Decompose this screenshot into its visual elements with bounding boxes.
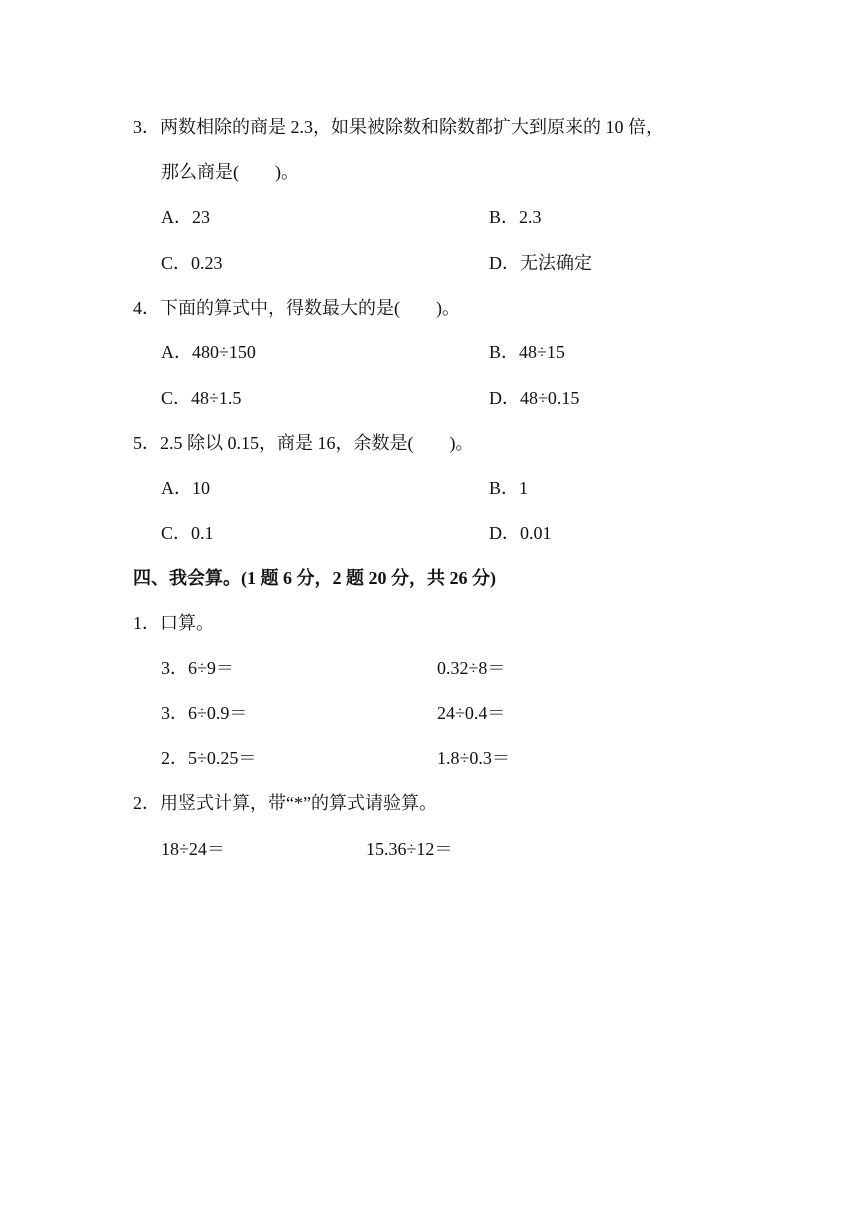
q3-option-d: D．无法确定 <box>489 253 592 273</box>
q5-option-d: D．0.01 <box>489 523 552 543</box>
q3-option-b: B．2.3 <box>489 207 542 227</box>
q5-option-c: C．0.1 <box>161 523 214 543</box>
q4-option-a: A．480÷150 <box>161 342 256 362</box>
q4-line1: 4．下面的算式中，得数最大的是( )。 <box>133 298 460 318</box>
q3-line2: 那么商是( )。 <box>161 162 299 182</box>
q5-option-a: A．10 <box>161 478 210 498</box>
vertical-calc-2: 15.36÷12＝ <box>366 839 453 859</box>
q5-line1: 5．2.5 除以 0.15，商是 16，余数是( )。 <box>133 433 474 453</box>
mental-calc-4: 24÷0.4＝ <box>437 703 506 723</box>
q4-option-d: D．48÷0.15 <box>489 388 580 408</box>
section4-title: 四、我会算。(1 题 6 分，2 题 20 分，共 26 分) <box>133 568 496 588</box>
mental-calc-1: 3．6÷9＝ <box>161 658 234 678</box>
mental-calc-5: 2．5÷0.25＝ <box>161 748 257 768</box>
q4-option-b: B．48÷15 <box>489 342 565 362</box>
mental-calc-6: 1.8÷0.3＝ <box>437 748 510 768</box>
q3-line1: 3．两数相除的商是 2.3，如果被除数和除数都扩大到原来的 10 倍， <box>133 117 664 137</box>
q3-option-c: C．0.23 <box>161 253 223 273</box>
q5-option-b: B．1 <box>489 478 529 498</box>
vertical-calc-1: 18÷24＝ <box>161 839 225 859</box>
mental-calc-3: 3．6÷0.9＝ <box>161 703 248 723</box>
q4-option-c: C．48÷1.5 <box>161 388 242 408</box>
q3-option-a: A．23 <box>161 207 210 227</box>
part2-title: 2．用竖式计算，带“*”的算式请验算。 <box>133 793 437 813</box>
mental-calc-2: 0.32÷8＝ <box>437 658 506 678</box>
part1-title: 1．口算。 <box>133 613 214 633</box>
